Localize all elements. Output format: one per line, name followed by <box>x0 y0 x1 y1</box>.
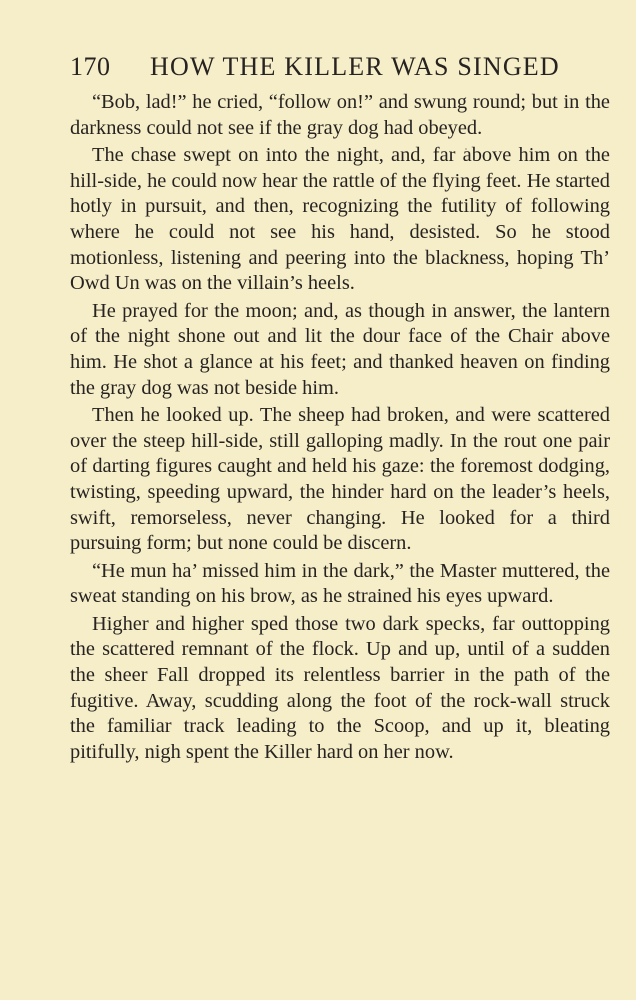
paragraph: “Bob, lad!” he cried, “follow on!” and swung round; but in the darkness could not see if the gray dog had obeyed. <box>70 91 610 139</box>
page-body <box>70 90 610 766</box>
paragraph: He prayed for the moon; and, as though in answer, the lantern of the night shone out and lit the dour face of the Chair above him. He shot a glance at his feet; and thanked heaven on finding the gray dog was not beside him. <box>70 299 610 399</box>
running-title: HOW THE KILLER WAS SINGED <box>150 52 560 81</box>
paragraph: Then he looked up. The sheep had broken, and were scattered over the steep hill-side, still galloping madly. In the rout one pair of darting figures caught and held his gaze: the foremost dodging, twisting, speeding upward, the hinder hard on the leader’s heels, swift, remorseless, never changing. He looked for a third pursuing form; but none could be discern. <box>70 403 610 555</box>
paragraph: Higher and higher sped those two dark specks, far outtopping the scattered remnant of the flock. Up and up, until of a sudden the sheer Fall dropped its relentless barrier in the path of the fugitive. Away, scudding along the foot of the rock-wall struck the familiar track leading to the Scoop, and up it, bleating pitifully, nigh spent the Killer hard on her now. <box>70 612 610 764</box>
paragraph: “He mun ha’ missed him in the dark,” the Master muttered, the sweat standing on his brow, as he strained his eyes upward. <box>70 559 610 608</box>
page-header <box>70 50 610 86</box>
page-number: 170 <box>70 52 111 81</box>
paragraph: The chase swept on into the night, and, far above him on the hill-side, he could now hear the rattle of the flying feet. He started hotly in pursuit, and then, recognizing the futility of following where he could not see his hand, desisted. So he stood motionless, listening and peering into the blackness, hoping Th’ Owd Un was on the villain’s heels. <box>70 143 610 295</box>
